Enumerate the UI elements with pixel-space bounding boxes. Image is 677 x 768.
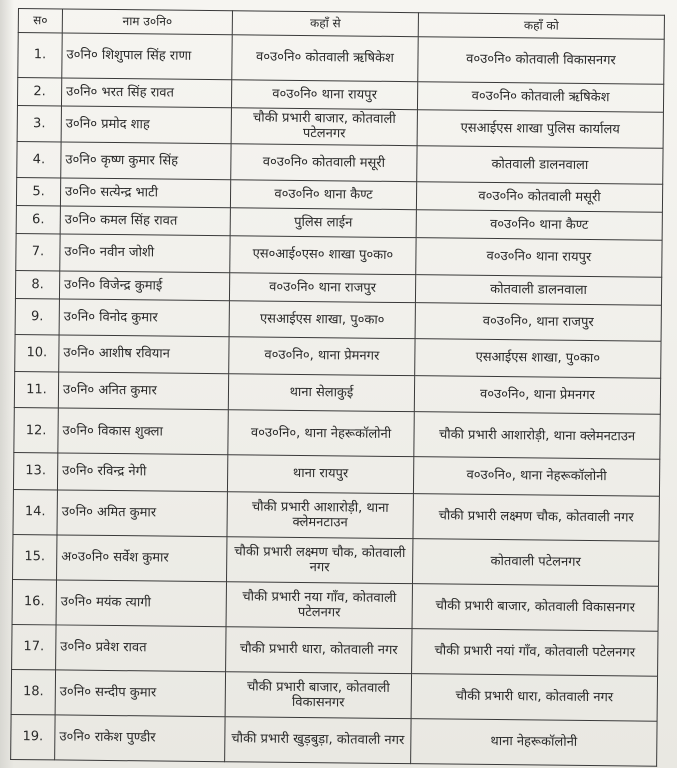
name-cell: उ०नि० अमित कुमार — [57, 489, 227, 536]
to-cell: व०उ०नि०, थाना प्रेमनगर — [414, 375, 660, 414]
table-row — [12, 579, 658, 631]
table-row — [13, 534, 659, 586]
to-cell: चौकी प्रभारी आशारोड़ी, थाना क्लेमनटाउन — [414, 412, 660, 460]
sno-cell: 15. — [13, 534, 57, 580]
name-cell: उ०नि० प्रवेश रावत — [56, 625, 226, 672]
to-cell: व०उ०नि० थाना कैण्ट — [416, 210, 662, 240]
table-row — [14, 407, 660, 459]
sno-cell: 7. — [16, 234, 60, 271]
from-cell: पुलिस लाईन — [230, 208, 416, 238]
sno-cell: 5. — [16, 178, 60, 206]
sno-cell: 14. — [13, 489, 57, 535]
sno-cell: 10. — [15, 335, 59, 372]
from-cell: व०उ०नि०, थाना प्रेमनगर — [229, 337, 415, 375]
from-cell: चौकी प्रभारी आशारोड़ी, थाना क्लेमनटाउन — [227, 491, 413, 538]
to-cell: व०उ०नि० थाना रायपुर — [416, 238, 662, 277]
to-cell: व०उ०नि० कोतवाली ऋषिकेश — [417, 81, 663, 111]
sno-cell: 18. — [11, 669, 55, 715]
to-cell: व०उ०नि०, थाना राजपुर — [415, 302, 661, 341]
from-cell: व०उ०नि० कोतवाली ऋषिकेश — [232, 34, 418, 81]
from-cell: थाना सेलाकुई — [228, 373, 414, 411]
to-cell: एसआईएस शाखा पुलिस कार्यालय — [417, 109, 663, 148]
name-cell: उ०नि० प्रमोद शाह — [61, 105, 231, 143]
from-cell: चौकी प्रभारी लक्ष्मण चौक, कोतवाली नगर — [227, 536, 413, 583]
to-cell: कोतवाली डालनवाला — [417, 146, 663, 185]
name-cell: उ०नि० कृष्ण कुमार सिंह — [61, 142, 231, 180]
sno-cell: 12. — [14, 407, 58, 453]
from-cell: एस०आई०एस० शाखा पु०का० — [230, 236, 416, 274]
name-cell: उ०नि० आशीष रवियान — [59, 335, 229, 373]
sno-cell: 13. — [13, 453, 57, 490]
sno-cell: 16. — [12, 579, 56, 625]
name-cell: उ०नि० सन्दीप कुमार — [55, 670, 225, 717]
to-cell: एसआईएस शाखा, पु०का० — [415, 339, 661, 378]
sno-cell: 8. — [15, 270, 59, 298]
name-cell: उ०नि० नवीन जोशी — [60, 234, 230, 272]
to-cell: चौकी प्रभारी लक्ष्मण चौक, कोतवाली नगर — [413, 493, 659, 541]
name-cell: उ०नि० सत्येन्द्र भाटी — [60, 178, 230, 208]
name-cell: उ०नि० राकेश पुण्डीर — [55, 715, 225, 762]
header-to: कहाँ को — [418, 13, 664, 39]
table-row — [12, 624, 658, 676]
name-cell: उ०नि० भरत सिंह रावत — [61, 78, 231, 108]
table-row — [11, 669, 657, 721]
from-cell: व०उ०नि० कोतवाली मसूरी — [231, 144, 417, 182]
from-cell: थाना रायपुर — [227, 455, 413, 493]
from-cell: व०उ०नि०, थाना नेहरूकॉलोनी — [228, 410, 414, 457]
header-from: कहाँ से — [232, 11, 418, 37]
name-cell: अ०उ०नि० सर्वेश कुमार — [57, 535, 227, 582]
table-row — [18, 32, 664, 84]
name-cell: उ०नि० विकास शुक्ला — [58, 408, 228, 455]
to-cell: व०उ०नि० कोतवाली मसूरी — [416, 182, 662, 212]
name-cell: उ०नि० कमल सिंह रावत — [60, 206, 230, 236]
name-cell: उ०नि० रविन्द्र नेगी — [57, 453, 227, 491]
sno-cell: 3. — [17, 105, 61, 142]
name-cell: उ०नि० शिशुपाल सिंह राणा — [62, 33, 232, 80]
to-cell: थाना नेहरूकॉलोनी — [411, 718, 657, 766]
table-row — [11, 714, 657, 766]
from-cell: व०उ०नि० थाना राजपुर — [229, 272, 415, 302]
sno-cell: 9. — [15, 298, 59, 335]
to-cell: कोतवाली डालनवाला — [415, 274, 661, 304]
from-cell: चौकी प्रभारी बाजार, कोतवाली पटेलनगर — [231, 107, 417, 145]
sno-cell: 17. — [12, 624, 56, 670]
from-cell: चौकी प्रभारी खुड़बुड़ा, कोतवाली नगर — [225, 716, 411, 763]
to-cell: व०उ०नि० कोतवाली विकासनगर — [418, 36, 664, 84]
sno-cell: 11. — [14, 371, 58, 408]
from-cell: चौकी प्रभारी बाजार, कोतवाली विकासनगर — [225, 671, 411, 718]
table-row — [13, 489, 659, 541]
from-cell: एसआईएस शाखा, पु०का० — [229, 300, 415, 338]
to-cell: चौकी प्रभारी नयां गाँव, कोतवाली पटेलनगर — [412, 628, 658, 676]
to-cell: चौकी प्रभारी धारा, कोतवाली नगर — [411, 673, 657, 721]
name-cell: उ०नि० विनोद कुमार — [59, 299, 229, 337]
name-cell: उ०नि० मयंक त्यागी — [56, 580, 226, 627]
transfer-table — [10, 8, 665, 767]
header-name: नाम उ०नि० — [62, 9, 232, 34]
sno-cell: 2. — [17, 77, 61, 105]
to-cell: चौकी प्रभारी बाजार, कोतवाली विकासनगर — [412, 583, 658, 631]
from-cell: व०उ०नि० थाना रायपुर — [231, 79, 417, 109]
sno-cell: 6. — [16, 206, 60, 234]
from-cell: चौकी प्रभारी नया गाँव, कोतवाली पटेलनगर — [226, 581, 412, 628]
to-cell: कोतवाली पटेलनगर — [412, 538, 658, 586]
name-cell: उ०नि० विजेन्द्र कुमाई — [59, 271, 229, 301]
sno-cell: 19. — [11, 714, 55, 760]
header-sno: स० — [18, 9, 62, 33]
to-cell: व०उ०नि०, थाना नेहरूकॉलोनी — [413, 457, 659, 496]
from-cell: चौकी प्रभारी धारा, कोतवाली नगर — [226, 626, 412, 673]
name-cell: उ०नि० अनित कुमार — [58, 371, 228, 409]
sno-cell: 4. — [17, 141, 61, 178]
sno-cell: 1. — [18, 32, 62, 78]
from-cell: व०उ०नि० थाना कैण्ट — [230, 180, 416, 210]
